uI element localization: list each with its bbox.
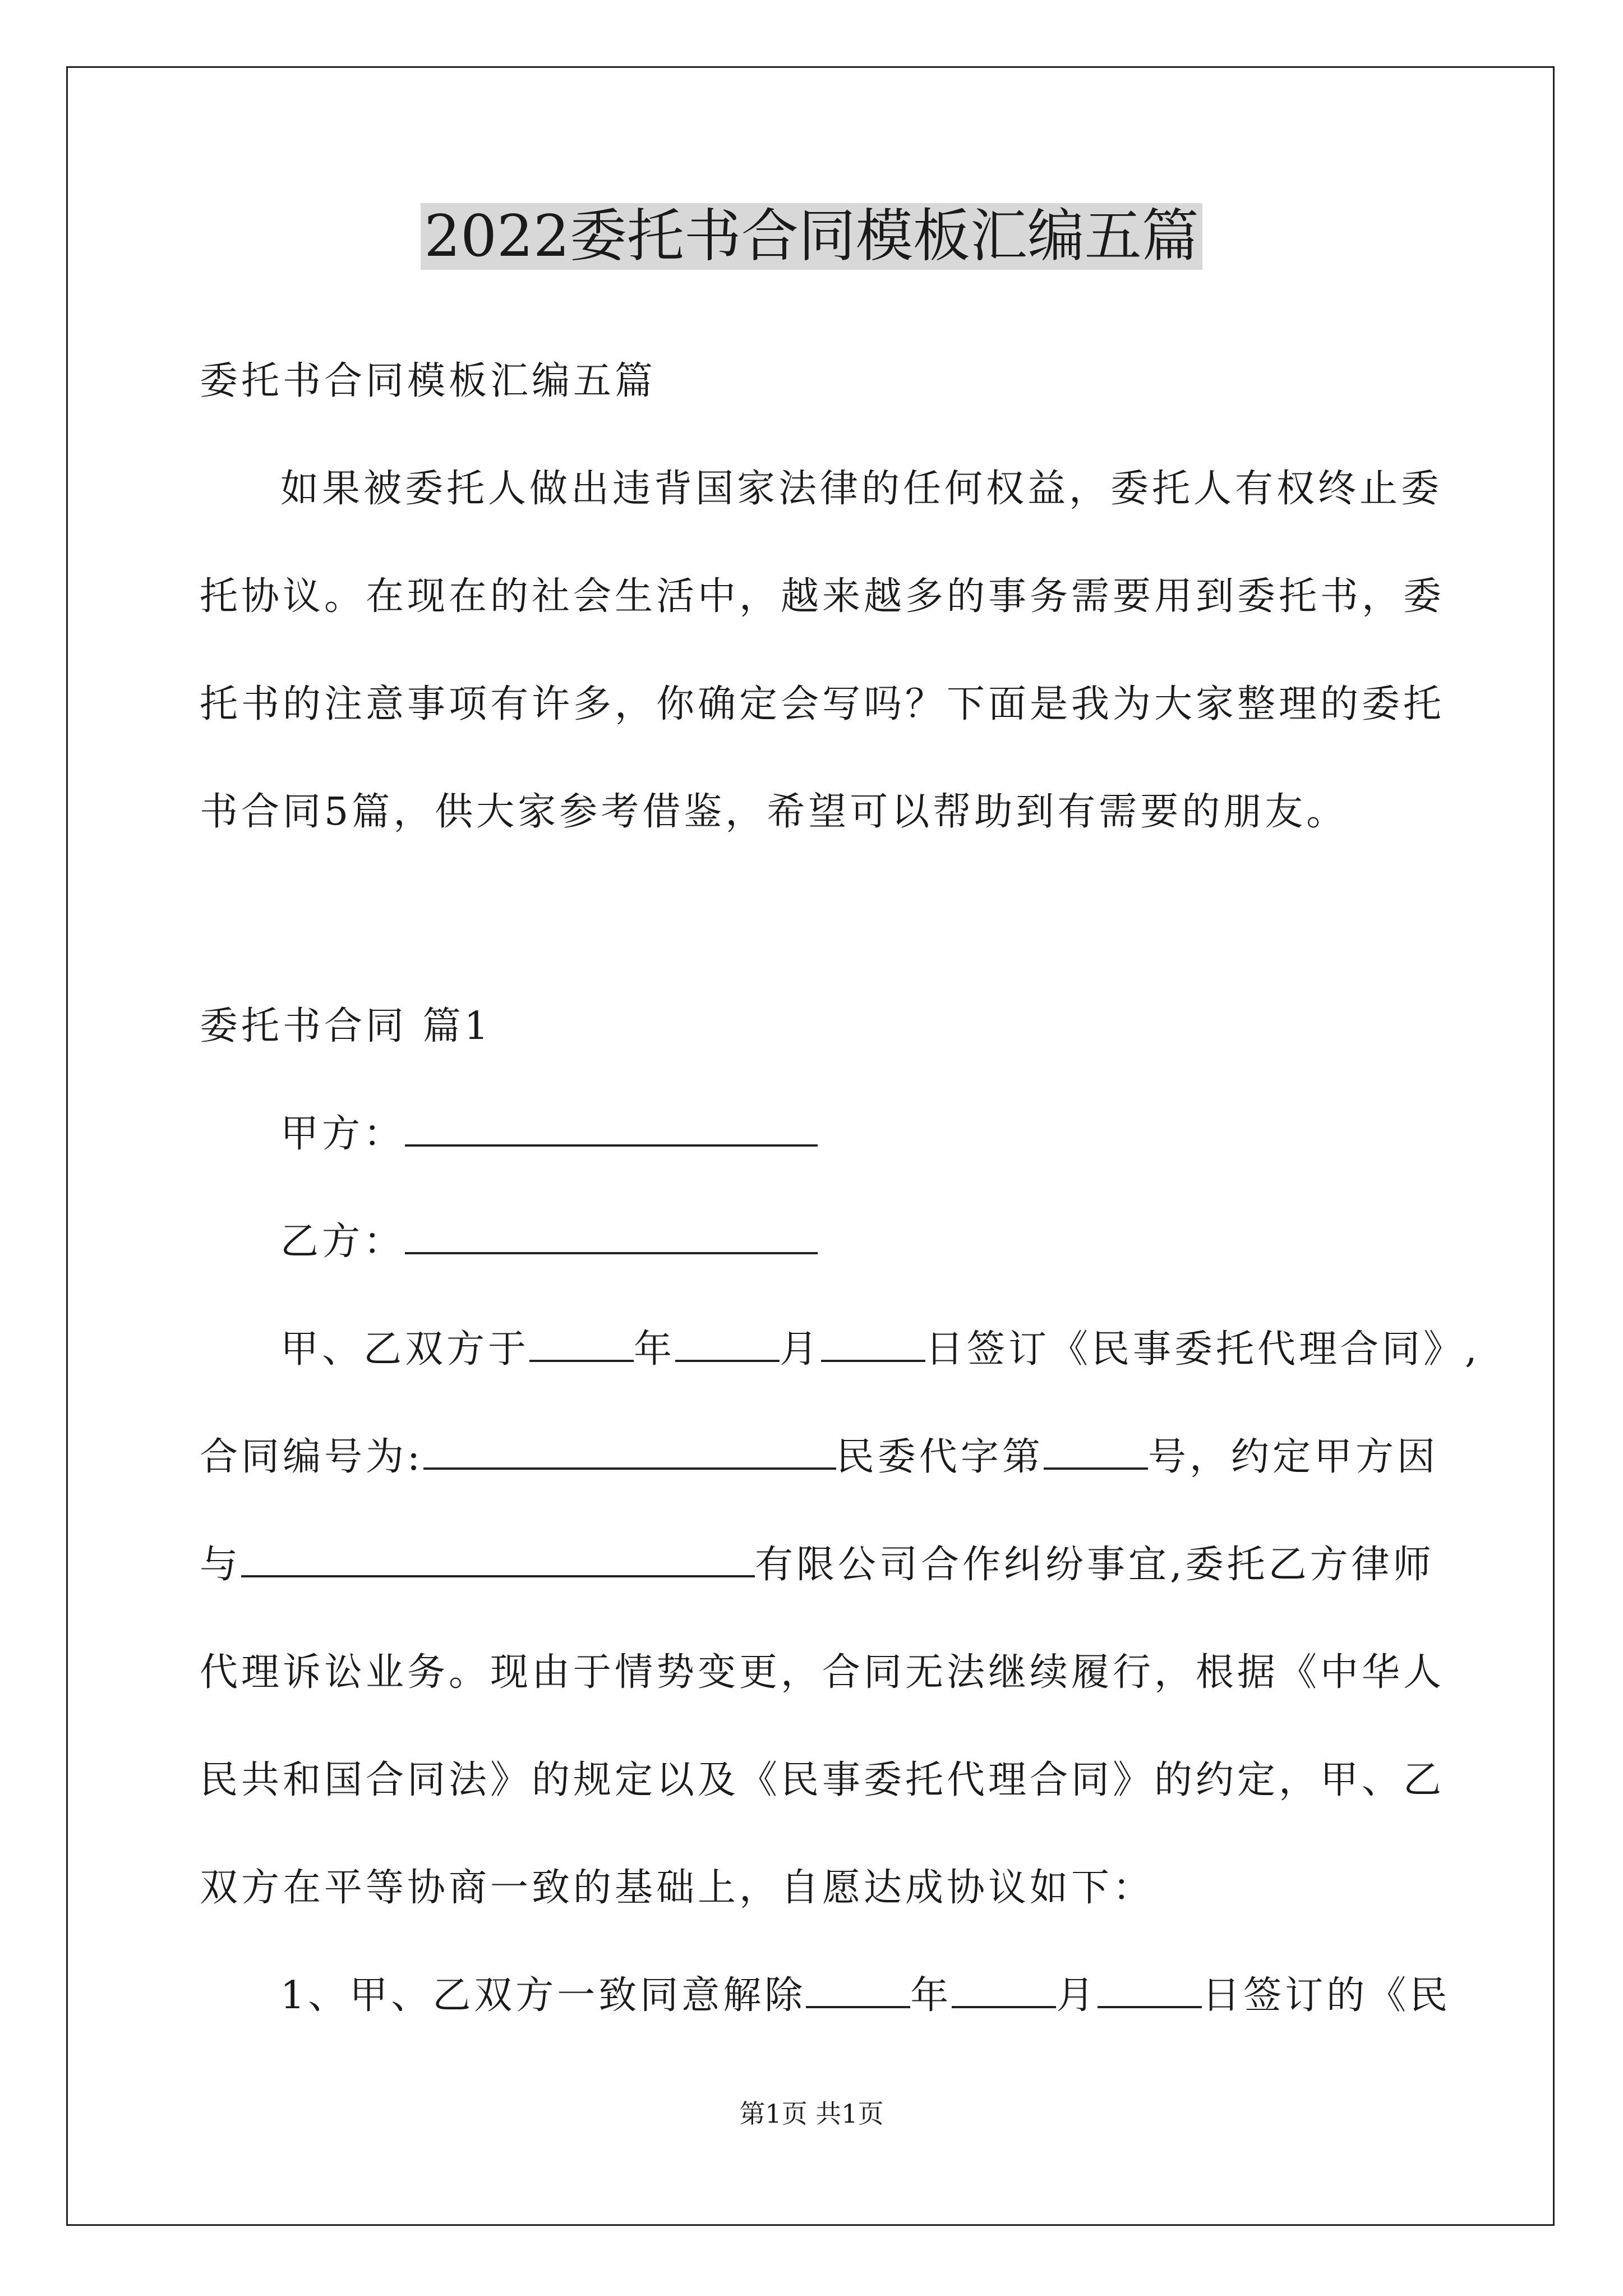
document-subtitle: 委托书合同模板汇编五篇 [200, 359, 657, 403]
body-text: 年 [910, 1973, 952, 2018]
body-text: 日签订《民事委托代理合同》, [925, 1327, 1481, 1372]
body-text: 民委代字第 [836, 1435, 1044, 1479]
body-line-7 [280, 1968, 1451, 2024]
section-heading: 委托书合同 篇1 [200, 1004, 492, 1048]
body-text: 日签订的《民 [1202, 1973, 1451, 2018]
intro-line-1: 如果被委托人做出违背国家法律的任何权益，委托人有权终止委 [280, 467, 1443, 511]
body-text: 号，约定甲方因 [1147, 1435, 1438, 1479]
body-text: 月 [1056, 1973, 1098, 2018]
body-text: 有限公司合作纠纷事宜,委托乙方律师 [755, 1543, 1435, 1587]
body-line-6: 双方在平等协商一致的基础上，自愿达成协议如下： [200, 1866, 1155, 1910]
body-line-3 [200, 1537, 1435, 1593]
party-b-blank[interactable] [405, 1216, 818, 1254]
body-line-5: 民共和国合同法》的规定以及《民事委托代理合同》的约定，甲、乙 [200, 1758, 1445, 1802]
month-blank[interactable] [952, 1970, 1056, 2008]
intro-line-3: 托书的注意事项有许多，你确定会写吗？下面是我为大家整理的委托 [200, 682, 1445, 726]
party-b-line [280, 1214, 818, 1270]
document-title [0, 197, 1623, 276]
contract-number-blank[interactable] [423, 1432, 836, 1470]
body-text: 甲、乙双方于 [280, 1327, 530, 1372]
month-blank[interactable] [675, 1324, 780, 1362]
party-b-label: 乙方： [280, 1220, 405, 1264]
document-title-text: 2022委托书合同模板汇编五篇 [421, 203, 1202, 270]
intro-line-2: 托协议。在现在的社会生活中，越来越多的事务需要用到委托书，委 [200, 574, 1445, 619]
party-a-line [280, 1106, 818, 1162]
body-line-1 [280, 1322, 1481, 1378]
body-line-2 [200, 1429, 1438, 1485]
party-a-blank[interactable] [405, 1108, 818, 1147]
day-blank[interactable] [821, 1324, 925, 1362]
body-text: 合同编号为: [200, 1435, 423, 1479]
serial-number-blank[interactable] [1044, 1432, 1148, 1470]
body-text: 与 [200, 1543, 242, 1587]
body-text: 1、甲、乙双方一致同意解除 [280, 1973, 806, 2018]
body-text: 年 [634, 1327, 676, 1372]
intro-line-4: 书合同5篇，供大家参考借鉴，希望可以帮助到有需要的朋友。 [200, 790, 1348, 834]
company-name-blank[interactable] [241, 1539, 755, 1577]
day-blank[interactable] [1098, 1970, 1202, 2008]
body-text: 月 [780, 1327, 822, 1372]
page-footer: 第1页 共1页 [739, 2099, 884, 2129]
year-blank[interactable] [529, 1324, 634, 1362]
year-blank[interactable] [806, 1970, 910, 2008]
party-a-label: 甲方： [280, 1112, 405, 1156]
body-line-4: 代理诉讼业务。现由于情势变更，合同无法继续履行，根据《中华人 [200, 1650, 1445, 1695]
